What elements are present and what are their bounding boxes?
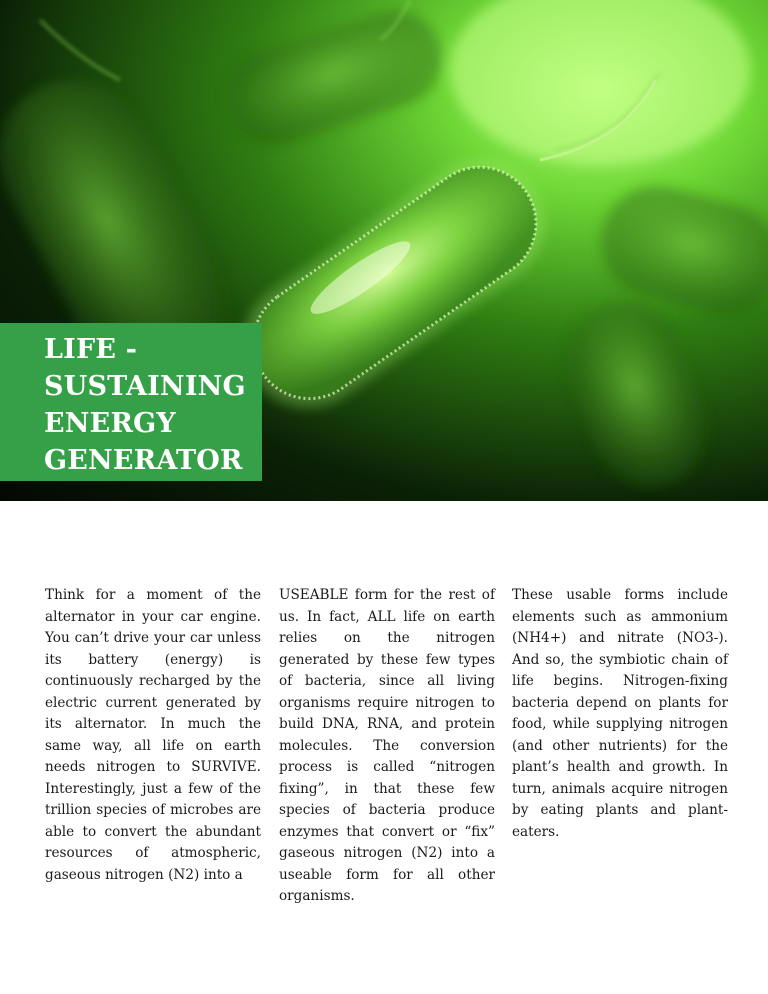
body-column-2: USEABLE form for the rest of us. In fact, ALL life on earth relies on the nitrogen generated by these few types of bacteria, since all living organisms require nitrogen to build DNA, RNA, and protein molecules. The conversion process is called “nitrogen fixing”, in that these few species of bacteria produce enzymes that convert or “fix” gaseous nitrogen (N2) into a useable form for all other organisms. [279, 587, 495, 904]
title-line: SUSTAINING [44, 371, 246, 402]
body-column-3: These usable forms include elements such as ammonium (NH4+) and nitrate (NO3-). And so, the symbiotic chain of life begins. Nitrogen-fixing bacteria depend on plants for food, while supplying nitrogen (and other nutrients) for the plant’s health and growth. In turn, animals acquire nitrogen by eating plants and plant-eaters. [512, 587, 728, 840]
body-column-1: Think for a moment of the alternator in your car engine. You can’t drive your car unless its battery (energy) is continuously recharged by the electric current generated by its alternator. In much the same way, all life on earth needs nitrogen to SURVIVE. Interestingly, just a few of the trillion species of microbes are able to convert the abundant resources of atmospheric, gaseous nitrogen (N2) into a [45, 587, 261, 883]
title-line: GENERATOR [44, 445, 243, 476]
title-banner [0, 323, 262, 481]
title-line: ENERGY [44, 408, 176, 439]
title-line: LIFE - [44, 334, 138, 365]
